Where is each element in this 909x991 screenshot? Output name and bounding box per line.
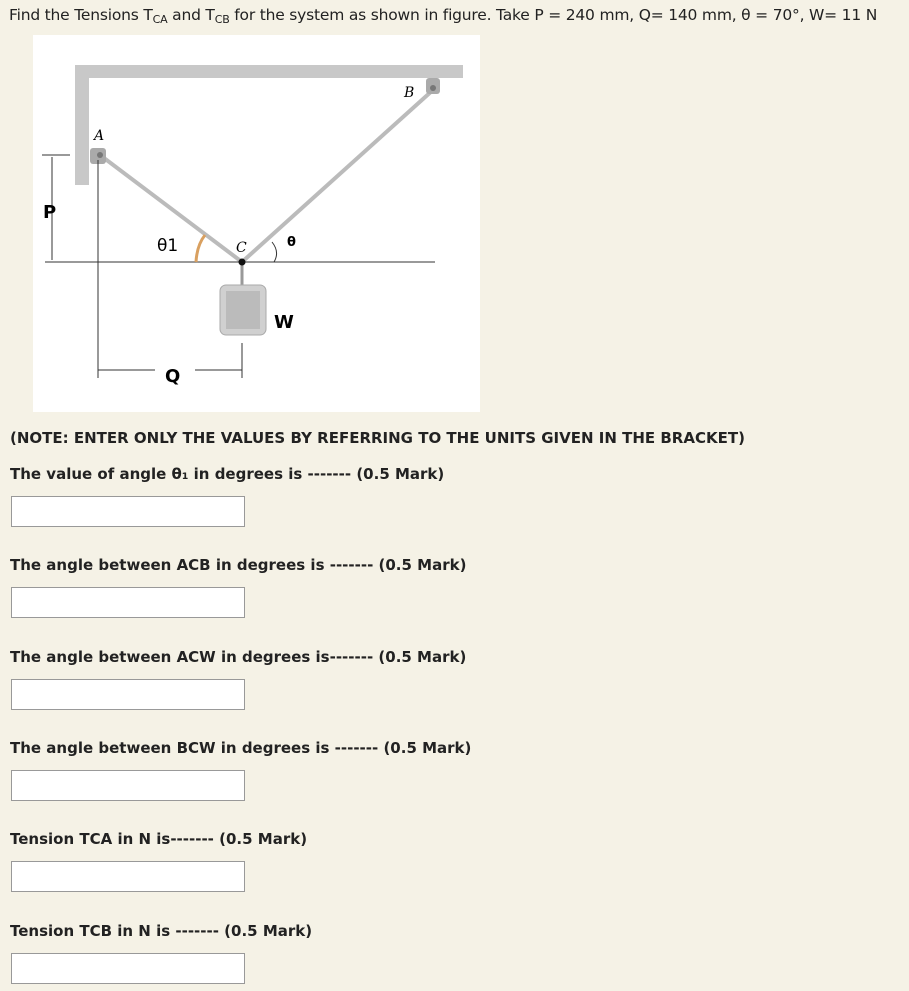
label-a: A [94,128,105,144]
label-theta: θ [287,235,296,250]
answer-input[interactable] [11,770,245,801]
wall [75,65,89,185]
answer-input[interactable] [11,587,245,618]
note: (NOTE: ENTER ONLY THE VALUES BY REFERRING TO THE UNITS GIVEN IN THE BRACKET) [10,429,745,447]
question-label: The value of angle θ₁ in degrees is ------- (0.5 Mark) [10,465,445,483]
ceiling [75,65,463,78]
label-b: B [404,85,415,101]
label-w: W [274,312,294,333]
pin-b [430,85,436,91]
q-part: Find the Tensions T [9,6,153,24]
weight-face [226,291,260,329]
question-label: Tension TCB in N is ------- (0.5 Mark) [10,922,313,940]
answer-input[interactable] [11,953,245,984]
cable-cb [242,90,433,262]
q-part: and T [167,6,215,24]
joint-c [239,259,246,266]
theta1-arc [196,235,205,262]
diagram [0,0,909,420]
question-label: Tension TCA in N is------- (0.5 Mark) [10,830,308,848]
question-label: The angle between ACW in degrees is------- (0.5 Mark) [10,648,467,666]
answer-input[interactable] [11,496,245,527]
theta-arc [272,242,277,262]
label-theta1: θ1 [157,236,179,256]
answer-input[interactable] [11,679,245,710]
label-q: Q [165,366,181,387]
q-sub: CA [152,13,168,26]
label-p: P [43,202,57,223]
answer-input[interactable] [11,861,245,892]
q-sub: CB [214,13,230,26]
question-label: The angle between BCW in degrees is ------- (0.5 Mark) [10,739,472,757]
label-c: C [236,240,247,256]
q-part: for the system as shown in figure. Take P = 240 mm, Q= 140 mm, θ = 70°, W= 11 N [229,6,878,24]
question-label: The angle between ACB in degrees is ------- (0.5 Mark) [10,556,467,574]
pin-a [97,152,103,158]
